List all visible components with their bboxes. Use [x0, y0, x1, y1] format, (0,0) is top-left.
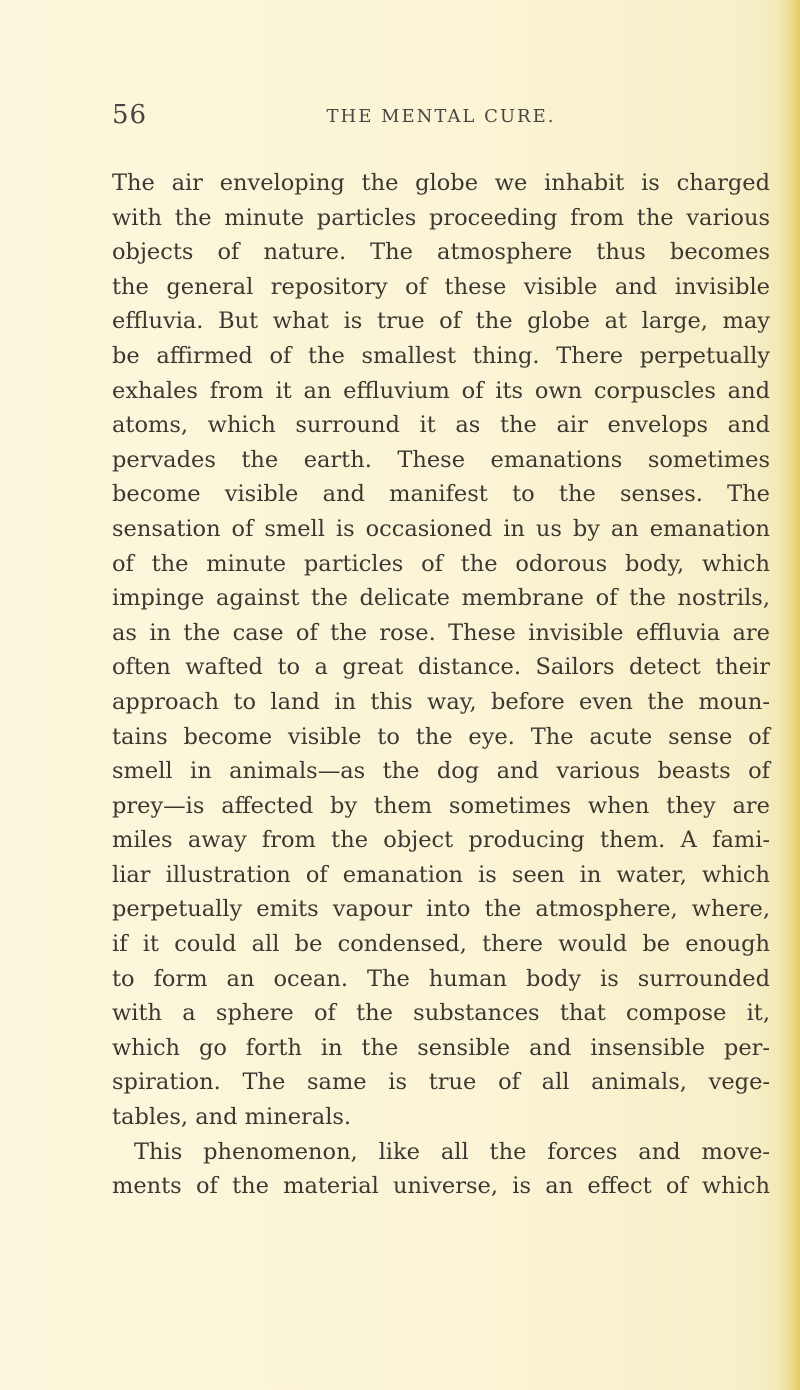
- page-header: [112, 100, 770, 140]
- running-title: THE MENTAL CURE.: [326, 106, 556, 127]
- text-line: prey—is affected by them sometimes when they are: [112, 792, 770, 819]
- text-line: be affirmed of the smallest thing. There perpetually: [112, 342, 770, 369]
- text-line: liar illustration of emanation is seen in water, which: [112, 861, 770, 888]
- text-line: effluvia. But what is true of the globe at large, may: [112, 308, 770, 335]
- text-line: pervades the earth. These emanations sometimes: [112, 446, 770, 473]
- text-line: as in the case of the rose. These invisible effluvia are: [112, 619, 770, 646]
- text-line: spiration. The same is true of all animals, vege-: [112, 1069, 770, 1096]
- text-line: miles away from the object producing them. A fami-: [112, 827, 770, 854]
- text-line: if it could all be condensed, there would be enough: [112, 931, 770, 958]
- text-line: to form an ocean. The human body is surrounded: [112, 965, 770, 992]
- text-line: atoms, which surround it as the air envelops and: [112, 412, 770, 439]
- text-line: approach to land in this way, before even the moun-: [112, 688, 770, 715]
- text-line: of the minute particles of the odorous body, which: [112, 550, 770, 577]
- text-line: objects of nature. The atmosphere thus becomes: [112, 239, 770, 266]
- text-line: The air enveloping the globe we inhabit is charged: [112, 170, 770, 196]
- text-line: the general repository of these visible and invisible: [112, 273, 770, 300]
- text-line: which go forth in the sensible and insensible per-: [112, 1034, 770, 1061]
- page-number: 56: [112, 100, 148, 130]
- text-line: This phenomenon, like all the forces and move-: [134, 1138, 770, 1165]
- text-line: with the minute particles proceeding from the various: [112, 204, 770, 231]
- text-line: often wafted to a great distance. Sailors detect their: [112, 654, 770, 681]
- text-line: impinge against the delicate membrane of the nostrils,: [112, 585, 770, 612]
- text-line: smell in animals—as the dog and various beasts of: [112, 758, 770, 785]
- text-line: exhales from it an effluvium of its own corpuscles and: [112, 377, 770, 404]
- page-edge-shadow: [778, 0, 800, 1390]
- text-line: with a sphere of the substances that compose it,: [112, 1000, 770, 1027]
- text-line: tains become visible to the eye. The acute sense of: [112, 723, 770, 750]
- text-line: tables, and minerals.: [112, 1104, 352, 1131]
- text-line: sensation of smell is occasioned in us by an emanation: [112, 515, 770, 542]
- body-text: [112, 166, 770, 1204]
- text-line: become visible and manifest to the senses. The: [112, 481, 770, 508]
- text-line: ments of the material universe, is an effect of which: [112, 1173, 770, 1200]
- text-line: perpetually emits vapour into the atmosphere, where,: [112, 896, 770, 923]
